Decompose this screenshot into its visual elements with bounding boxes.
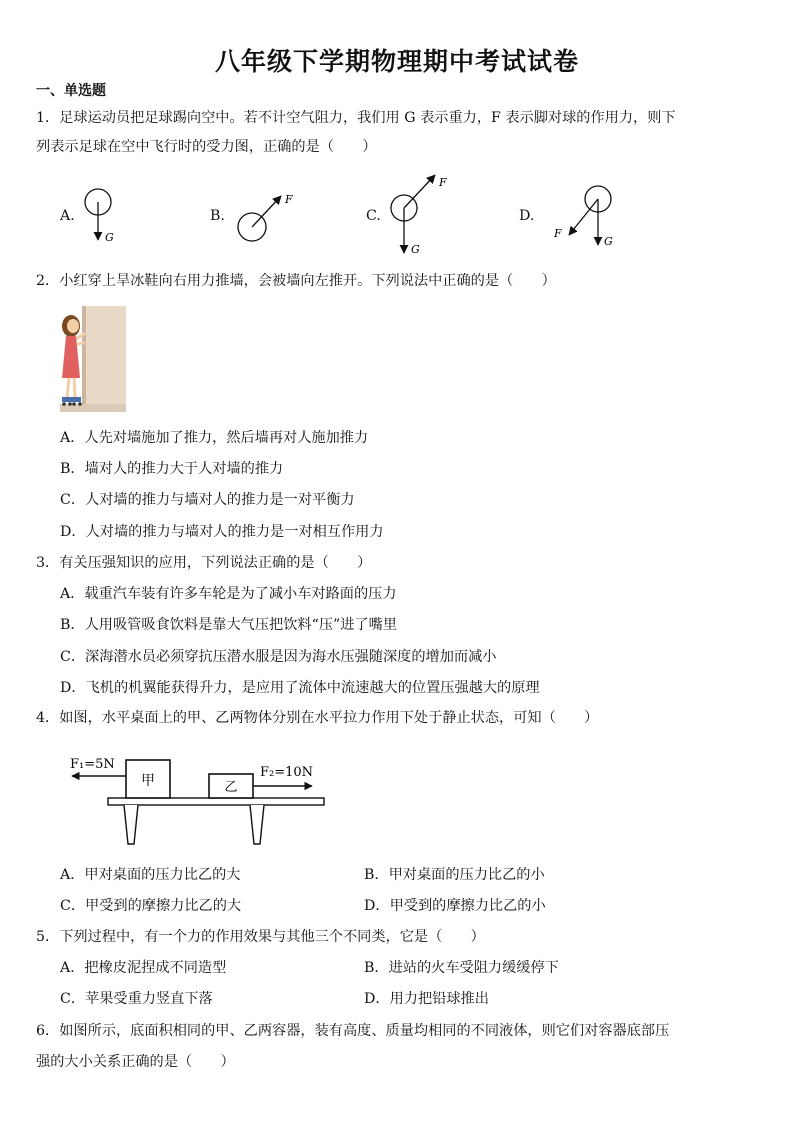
arrow-c-f [404, 175, 435, 208]
q3-option-d: D．飞机的机翼能获得升力，是应用了流体中流速越大的位置压强越大的原理 [60, 680, 540, 696]
label-d-g: G [604, 235, 613, 248]
wall [82, 306, 126, 412]
tabletop [108, 798, 324, 805]
q6-stem-line2: 强的大小关系正确的是（ ） [36, 1054, 235, 1070]
dress [62, 336, 80, 378]
label-c-f: F [439, 176, 447, 189]
q1-diagram-d [553, 186, 613, 248]
arrow-b-f [252, 196, 281, 227]
label-d-f: F [554, 227, 562, 240]
q2-option-a: A．人先对墙施加了推力，然后墙再对人施加推力 [60, 430, 369, 446]
q5-option-d: D．用力把铅球推出 [364, 991, 489, 1007]
q4-option-c: C．甲受到的摩擦力比乙的大 [60, 898, 242, 914]
label-c-g: G [411, 243, 420, 256]
arrow-d-f [569, 199, 598, 235]
q2-stem: 2．小红穿上旱冰鞋向右用力推墙，会被墙向左推开。下列说法中正确的是（ ） [36, 273, 556, 289]
label-b-f: F [285, 193, 293, 206]
section-heading: 一、单选题 [36, 83, 106, 99]
q4-stem: 4．如图，水平桌面上的甲、乙两物体分别在水平拉力作用下处于静止状态，可知（ ） [36, 710, 599, 726]
table-leg-right [250, 805, 264, 844]
q6-stem-line1: 6．如图所示，底面积相同的甲、乙两容器，装有高度、质量均相同的不同液体，则它们对容器底部压 [36, 1023, 670, 1039]
q2-option-d: D．人对墙的推力与墙对人的推力是一对相互作用力 [60, 524, 384, 540]
q1-option-b-letter: B. [210, 208, 225, 224]
table-leg-left [124, 805, 138, 844]
q5-option-b: B．进站的火车受阻力缓缓停下 [364, 960, 559, 976]
q5-option-a: A．把橡皮泥捏成不同造型 [60, 960, 227, 976]
q4-option-a: A．甲对桌面的压力比乙的大 [60, 867, 241, 883]
label-a-g: G [105, 231, 114, 244]
exam-title: 八年级下学期物理期中考试试卷 [214, 47, 579, 76]
q1-option-c-letter: C. [366, 208, 381, 224]
block-jia-label: 甲 [141, 773, 155, 789]
q4-option-d: D．甲受到的摩擦力比乙的小 [364, 898, 546, 914]
q5-stem: 5．下列过程中，有一个力的作用效果与其他三个不同类，它是（ ） [36, 929, 485, 945]
q2-girl-pushing-wall-illustration [60, 306, 126, 412]
q3-option-c: C．深海潜水员必须穿抗压潜水服是因为海水压强随深度的增加而减小 [60, 649, 497, 665]
q3-option-b: B．人用吸管吸食饮料是靠大气压把饮料“压”进了嘴里 [60, 617, 398, 633]
q1-diagram-a [85, 189, 114, 244]
q5-option-c: C．苹果受重力竖直下落 [60, 991, 213, 1007]
q3-stem: 3．有关压强知识的应用，下列说法正确的是（ ） [36, 555, 372, 571]
q1-stem-line1: 1．足球运动员把足球踢向空中。若不计空气阻力，我们用 G 表示重力，F 表示脚对球的作用力，则下 [36, 110, 676, 126]
label-f2: F₂=10N [260, 765, 314, 780]
q4-option-b: B．甲对桌面的压力比乙的小 [364, 867, 545, 883]
label-f1: F₁=5N [70, 757, 115, 772]
q1-option-d-letter: D. [519, 208, 535, 224]
q1-diagram-c [391, 175, 447, 256]
q1-diagram-svg [0, 165, 794, 260]
q1-diagram-b [238, 193, 293, 241]
q1-stem-line2: 列表示足球在空中飞行时的受力图，正确的是（ ） [36, 139, 377, 155]
q2-option-b: B．墙对人的推力大于人对墙的推力 [60, 461, 284, 477]
q4-table-blocks-diagram [64, 748, 334, 848]
q3-option-a: A．载重汽车装有许多车轮是为了减小车对路面的压力 [60, 586, 397, 602]
q2-option-c: C．人对墙的推力与墙对人的推力是一对平衡力 [60, 492, 355, 508]
block-yi-label: 乙 [224, 780, 238, 795]
q1-option-a-letter: A. [60, 208, 75, 224]
